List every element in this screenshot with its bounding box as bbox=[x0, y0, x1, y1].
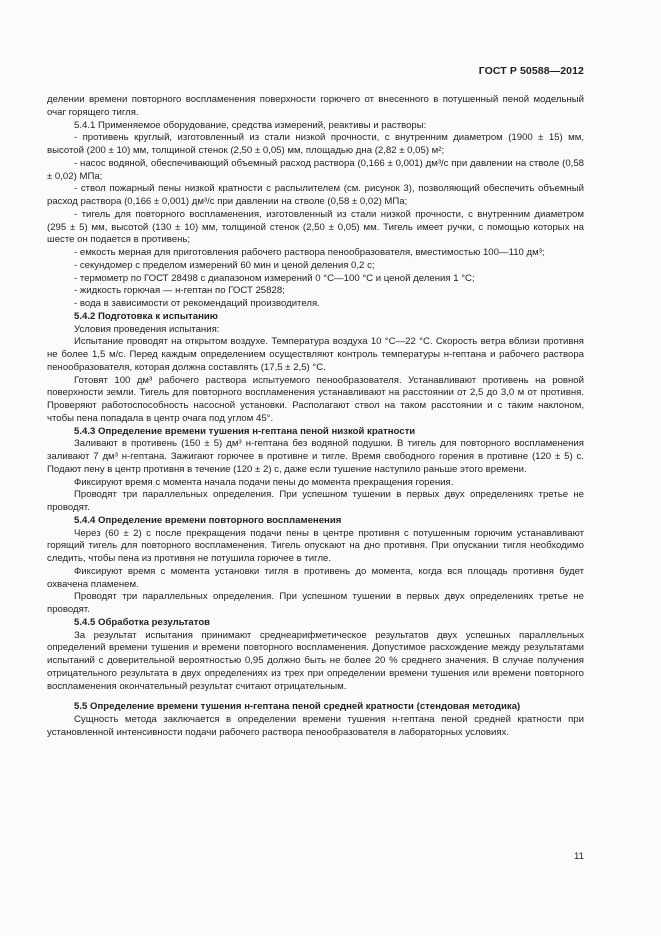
list-item: - вода в зависимости от рекомендаций производителя. bbox=[74, 298, 320, 309]
document-header: ГОСТ Р 50588—2012 bbox=[478, 65, 584, 77]
section-heading: 5.4.5 Обработка результатов bbox=[74, 616, 211, 628]
list-item: - жидкость горючая — н-гептан по ГОСТ 25828; bbox=[74, 285, 285, 297]
paragraph: Фиксируют время с момента установки тигля в противень до момента, когда вся площадь противня будет охвачена пламенем. bbox=[47, 565, 584, 590]
list-item: - емкость мерная для приготовления рабочего раствора пенообразователя, вместимостью 100—110 дм³; bbox=[74, 247, 545, 258]
section-heading: 5.4.4 Определение времени повторного воспламенения bbox=[74, 514, 342, 526]
list-item: - секундомер с пределом измерений 60 мин и ценой деления 0,2 с; bbox=[74, 259, 375, 271]
clause-heading: 5.4.1 Применяемое оборудование, средства измерений, реактивы и растворы: bbox=[74, 119, 427, 131]
list-item: - тигель для повторного воспламенения, изготовленный из стали низкой прочности, с внутренним диаметром (295 ± 5) мм, высотой (130 ± 10) мм, толщиной стенок (2,50 ± 0,05) мм. Тигель имеет ручки, с помощью которых на шесте он подается в противень; bbox=[47, 208, 584, 246]
list-item: - ствол пожарный пены низкой кратности с распылителем (см. рисунок 3), позволяющий обеспечить объемный расход раствора (0,166 ± 0,001) дм³/с при давлении на стволе (0,58 ± 0,02) МПа; bbox=[47, 183, 584, 207]
paragraph: Через (60 ± 2) с после прекращения подачи пены в центре противня с потушенным горючим устанавливают горящий тигель для повторного воспламенения. Тигель опускают на дно противня. При опускании тигля необходимо следить, чтобы пена из противня не потушила горючее в тигле. bbox=[47, 527, 584, 564]
section-heading: 5.4.2 Подготовка к испытанию bbox=[74, 310, 218, 322]
paragraph: За результат испытания принимают среднеарифметическое результатов двух успешных параллельных определений времени тушения и времени повторного воспламенения. Допустимое расхождение между результатами испытаний с доверительной вероятностью 0,95 должно быть не более 20 % среднего значения. В случае получения отрицательного результата в двух определениях из трех при определении времени тушения или времени повторного воспламенения окончательный результат считают отрицательным. bbox=[47, 629, 584, 692]
section-heading: 5.5 Определение времени тушения н-гептана пеной средней кратности (стендовая методика) bbox=[74, 701, 521, 713]
paragraph: Проводят три параллельных определения. При успешном тушении в первых двух определениях третье не проводят. bbox=[47, 489, 584, 513]
list-item: - противень круглый, изготовленный из стали низкой прочности, с внутренним диаметром (1900 ± 15) мм, высотой (200 ± 10) мм, толщиной стенок (2,50 ± 0,05) мм, площадью дна (2,82 ± 0,05) м²; bbox=[47, 132, 584, 156]
paragraph: Заливают в противень (150 ± 5) дм³ н-гептана без водяной подушки. В тигель для повторного воспламенения заливают 7 дм³ н-гептана. Зажигают горючее в противне и тигле. Время свободного горения в противне (120 ± 5) с. Подают пену в центр противня в течение (120 ± 2) с, даже если тушение наступило раньше этого времени. bbox=[47, 438, 584, 475]
paragraph: Фиксируют время с момента начала подачи пены до момента прекращения горения. bbox=[74, 476, 454, 488]
page-number: 11 bbox=[574, 851, 584, 862]
paragraph: Условия проведения испытания: bbox=[74, 323, 220, 335]
paragraph: Готовят 100 дм³ рабочего раствора испытуемого пенообразователя. Устанавливают противень на ровной поверхности земли. Тигель для повторного воспламенения устанавливают на расстоянии от 2,5 до 3,0 м от противня. Проверяют работоспособность насосной установки. Располагают ствол на таком расстоянии и с таким наклоном, чтобы пена попадала в центр очага под углом 45°. bbox=[47, 374, 584, 424]
paragraph: делении времени повторного воспламенения поверхности горючего от внесенного в потушенный пеной модельный очаг горящего тигля. bbox=[47, 94, 584, 118]
paragraph: Испытание проводят на открытом воздухе. Температура воздуха 10 °С—22 °С. Скорость ветра вблизи противня не более 1,5 м/с. Перед каждым определением осуществляют контроль температуры н-гептана и рабочего раствора пенообразователя, которая должна составлять (17,5 ± 2,5) °С. bbox=[47, 336, 584, 373]
list-item: - термометр по ГОСТ 28498 с диапазоном измерений 0 °С—100 °С и ценой деления 1 °С; bbox=[74, 272, 475, 284]
document-body bbox=[47, 94, 584, 740]
list-item: - насос водяной, обеспечивающий объемный расход раствора (0,166 ± 0,001) дм³/с при давлении на стволе (0,58 ± 0,02) МПа; bbox=[47, 157, 584, 182]
paragraph: Проводят три параллельных определения. При успешном тушении в первых двух определениях третье не проводят. bbox=[47, 591, 584, 615]
paragraph: Сущность метода заключается в определении времени тушения н-гептана пеной средней кратности при установленной интенсивности подачи рабочего раствора пенообразователя в лабораторных условиях. bbox=[47, 714, 584, 738]
section-heading: 5.4.3 Определение времени тушения н-гептана пеной низкой кратности bbox=[74, 425, 416, 437]
